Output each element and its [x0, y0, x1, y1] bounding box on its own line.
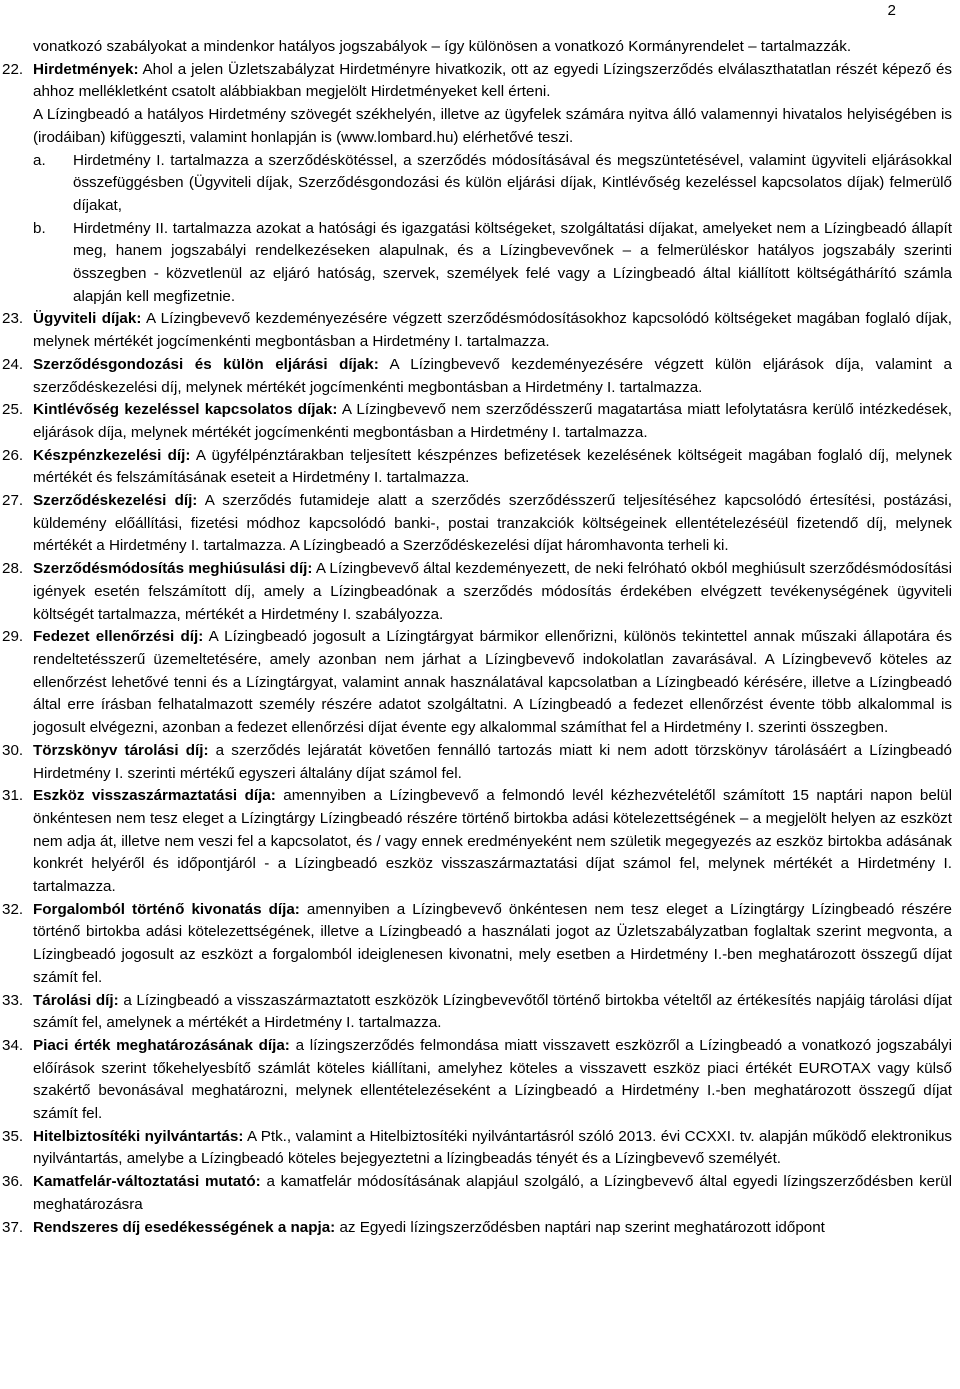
page-number: 2 — [887, 2, 896, 19]
definition-item — [2, 445, 952, 490]
item-number: 37. — [2, 1218, 24, 1236]
item-number: 23. — [2, 310, 24, 328]
item-number: 22. — [2, 60, 24, 78]
item-term: Kintlévőség kezeléssel kapcsolatos díjak: — [33, 401, 338, 419]
sub-item-text: Hirdetmény I. tartalmazza a szerződéskötéssel, a szerződés módosításával és megszüntetésével, valamint ügyviteli eljárásokkal összefüggésben (Ügyviteli díjak, Szerződésgondozási és külön eljárási díjak, Kintlévőség kezeléssel kapcsolatos díjak) felmerülő díjakat, — [73, 151, 952, 214]
definition-item — [2, 1126, 952, 1171]
definition-item — [2, 1171, 952, 1216]
definition-item — [2, 899, 952, 990]
item-text: A Lízingbevevő által kezdeményezett, de neki felróható okból meghiúsult szerződésmódosítási igények esetén felszámított díj, amely a Lízingbeadónak a szerződés módosítás érdekében elvégzett tevékenységének ügyviteli költségét tartalmazza, mértékét a Hirdetmény I. szabályozza. — [33, 560, 952, 623]
item-term: Tárolási díj: — [33, 991, 119, 1009]
item-number: 26. — [2, 446, 24, 464]
item-term: Szerződésgondozási és külön eljárási díjak: — [33, 355, 379, 373]
item-term: Hitelbiztosítéki nyilvántartás: — [33, 1127, 244, 1145]
definition-item — [2, 354, 952, 399]
item-text: A szerződés futamideje alatt a szerződés szerződésszerű teljesítéséhez kapcsolódó értesítési, postázási, küldemény előállítási, fizetési módhoz kapcsolódó banki-, postai tranzakciók költségeinek ellentételezéséül fizetendő díj, melynek mértékét a Hirdetmény I. tartalmazza. A Lízingbeadó a Szerződéskezelési díjat háromhavonta terheli ki. — [33, 492, 952, 555]
item-text: A Lízingbevevő nem szerződésszerű magatartása miatt lefolytatásra kerülő intézkedések, eljárások díja, melynek mértékét jogcímenkénti megbontásban a Hirdetmény I. tartalmazza. — [33, 401, 952, 441]
item-number: 33. — [2, 991, 24, 1009]
item-term: Fedezet ellenőrzési díj: — [33, 628, 204, 646]
sub-item-b — [33, 218, 952, 309]
definition-item — [2, 308, 952, 353]
item-term: Szerződéskezelési díj: — [33, 492, 198, 510]
item-text: A ügyfélpénztárakban teljesített készpénzes befizetések kezelésének költségeit magában foglaló díj, melynek mértékét és felszámításának eseteit a Hirdetmény I. tartalmazza. — [33, 446, 952, 487]
definition-item — [2, 1035, 952, 1126]
definition-item — [2, 558, 952, 626]
intro-paragraph: vonatkozó szabályokat a mindenkor hatályos jogszabályok – így különösen a vonatkozó Kormányrendelet – tartalmazzák. — [33, 38, 852, 55]
item-text: a kamatfelár módosításának alapjául szolgáló, a Lízingbevevő által egyedi lízingszerződésben kerül meghatározásra — [33, 1173, 952, 1213]
item-text: amennyiben a Lízingbevevő önkéntesen nem tesz eleget a Lízingtárgy Lízingbeadó részére történő birtokba adási kötelezettségének, illetve a Lízingbeadó a használati jogot az Üzletszabályzatban foglaltak szerint megvonta, a Lízingbeadó jogosult az eszközt a forgalomból ideiglenesen kivonatni, mely esetben a Hirdetmény I.-ben meghatározott összegű díjat számít fel. — [33, 900, 952, 986]
item-number: 25. — [2, 401, 24, 419]
definition-item — [2, 1217, 952, 1240]
definition-item — [2, 785, 952, 899]
sub-item-letter: a. — [33, 151, 46, 169]
item-number: 34. — [2, 1036, 24, 1054]
definition-item — [2, 740, 952, 785]
item-number: 27. — [2, 492, 24, 510]
item-text: A Lízingbeadó jogosult a Lízingtárgyat bármikor ellenőrizni, különös tekintettel annak műszaki állapotára és rendeltetésszerű üzemeltetésére, amely azonban nem járhat a Lízingbevevő indokolatlan zavarásával. A Lízingbevevő köteles az ellenőrzést lehetővé tenni és a Lízingtárgyat, valamint annak használatával kapcsolatban a Lízingbeadó kérésére, illetve a Lízingbeadó által erre írásban felhatalmazott személy részére adatot szolgáltatni. A Lízingbeadó a fedezet ellenőrzést évente több alkalommal is jogosult elvégezni, azonban a fedezet ellenőrzési díjat évente egy alkalommal számíthat fel a Hirdetmény I. szerinti összegben. — [33, 628, 952, 737]
item-number: 30. — [2, 741, 24, 759]
item-number: 29. — [2, 628, 24, 646]
item-term: Törzskönyv tárolási díj: — [33, 741, 209, 759]
item-text: A Ptk., valamint a Hitelbiztosítéki nyilvántartásról szóló 2013. évi CCXXI. tv. alapján működő elektronikus nyilvántartás, amelybe a Lízingbeadó köteles bejegyeztetni a lízingbeadás tényét és a Lízingbevevő személyét. — [33, 1127, 952, 1168]
item-term: Kamatfelár-változtatási mutató: — [33, 1173, 261, 1191]
item-term: Szerződésmódosítás meghiúsulási díj: — [33, 560, 313, 578]
document-body — [0, 36, 960, 1239]
item-number: 36. — [2, 1173, 24, 1191]
definition-list — [0, 308, 960, 1239]
item-number: 28. — [2, 560, 24, 578]
item-text: a lízingszerződés felmondása miatt visszavett eszközről a Lízingbeadó a vonatkozó jogszabályi előírások szerint tőkehelyesbítő számlát köteles kiállítani, amelyhez köteles a visszavett eszköz piaci értékét EUROTAX vagy külső szakértő bevonásával meghatározni, melynek ellentételezéseként a Lízingbeadó a Hirdetmény I.-ben meghatározott összegű díjat számít fel. — [33, 1036, 952, 1123]
item-text: Ahol a jelen Üzletszabályzat Hirdetményre hivatkozik, ott az egyedi Lízingszerződés elválaszthatatlan részét képező és ahhoz mellékletként csatolt alábbiakban megjelölt Hirdetményeket kell érteni. — [33, 60, 952, 101]
item-text: a Lízingbeadó a visszaszármaztatott eszközök Lízingbevevőtől történő birtokba vételtől az értékesítés napjáig tárolási díjat számít fel, amelynek a mértékét a Hirdetmény I. tartalmazza. — [33, 991, 952, 1032]
item-number: 35. — [2, 1127, 24, 1145]
item-22-paragraph-2: A Lízingbeadó a hatályos Hirdetmény szövegét székhelyén, illetve az ügyfelek számára nyitva álló valamennyi hivatalos helyiségében is (irodáiban) kifüggeszti, valamint honlapján is (www.lombard.hu) elérhetővé teszi. — [33, 106, 952, 146]
item-text: a szerződés lejáratát követően fennálló tartozás miatt ki nem adott törzskönyv tárolásáért a Lízingbeadó Hirdetmény I. szerinti mértékű egyszeri általány díjat számol fel. — [33, 741, 952, 782]
item-text: amennyiben a Lízingbevevő a felmondó levél kézhezvételétől számított 15 naptári napon belül önkéntesen nem tesz eleget a Lízingtárgy Lízingbeadó részére történő birtokba adási kötelezettségének – a megjelölt helyen az eszközt nem adja át, illetve nem veszi fel a kapcsolatot, és / vagy ennek eredményeként nem születik megegyezés az eszköz birtokba adásának konkrét helyéről és időpontjáról - a Lízingbeadó eszköz visszaszármaztatási díjat számol fel, melynek mértékét a Hirdetmény I. tartalmazza. — [33, 787, 952, 896]
item-text: A Lízingbevevő kezdeményezésére végzett külön eljárások díja, valamint a szerződéskezelési díj, melynek mértékét jogcímenkénti megbontásban a Hirdetmény I. tartalmazza. — [33, 355, 952, 396]
item-term: Ügyviteli díjak: — [33, 310, 142, 328]
definition-item — [2, 626, 952, 740]
item-number: 32. — [2, 900, 24, 918]
definition-item — [2, 990, 952, 1035]
item-term: Hirdetmények: — [33, 60, 139, 78]
item-text: az Egyedi lízingszerződésben naptári nap szerint meghatározott időpont — [335, 1218, 825, 1236]
definition-item — [2, 399, 952, 444]
item-number: 24. — [2, 355, 24, 373]
item-term: Rendszeres díj esedékességének a napja: — [33, 1218, 336, 1236]
item-text: A Lízingbevevő kezdeményezésére végzett szerződésmódosításokhoz kapcsolódó költségeket magában foglaló díjak, melynek mértékét jogcímenkénti megbontásban a Hirdetmény I. tartalmazza. — [33, 310, 952, 351]
definition-item-22 — [2, 59, 952, 104]
sub-item-letter: b. — [33, 219, 46, 237]
definition-item — [2, 490, 952, 558]
item-term: Forgalomból történő kivonatás díja: — [33, 900, 300, 918]
item-number: 31. — [2, 787, 24, 805]
item-term: Eszköz visszaszármaztatási díja: — [33, 787, 276, 805]
item-term: Piaci érték meghatározásának díja: — [33, 1036, 290, 1054]
item-term: Készpénzkezelési díj: — [33, 446, 191, 464]
sub-item-a — [33, 150, 952, 218]
sub-item-text: Hirdetmény II. tartalmazza azokat a hatósági és igazgatási költségeket, szolgáltatási díjakat, amelyeket nem a Lízingbeadó állapít meg, hanem jogszabályi rendelkezéseken alapulnak, és a Lízingbevevőnek – a felmerüléskor hatályos jogszabály szerinti összegben - közvetlenül az eljáró hatóság, szervek, személyek felé vagy a Lízingbeadó által kiállított költségáthárító számla alapján kell megfizetnie. — [73, 219, 952, 305]
